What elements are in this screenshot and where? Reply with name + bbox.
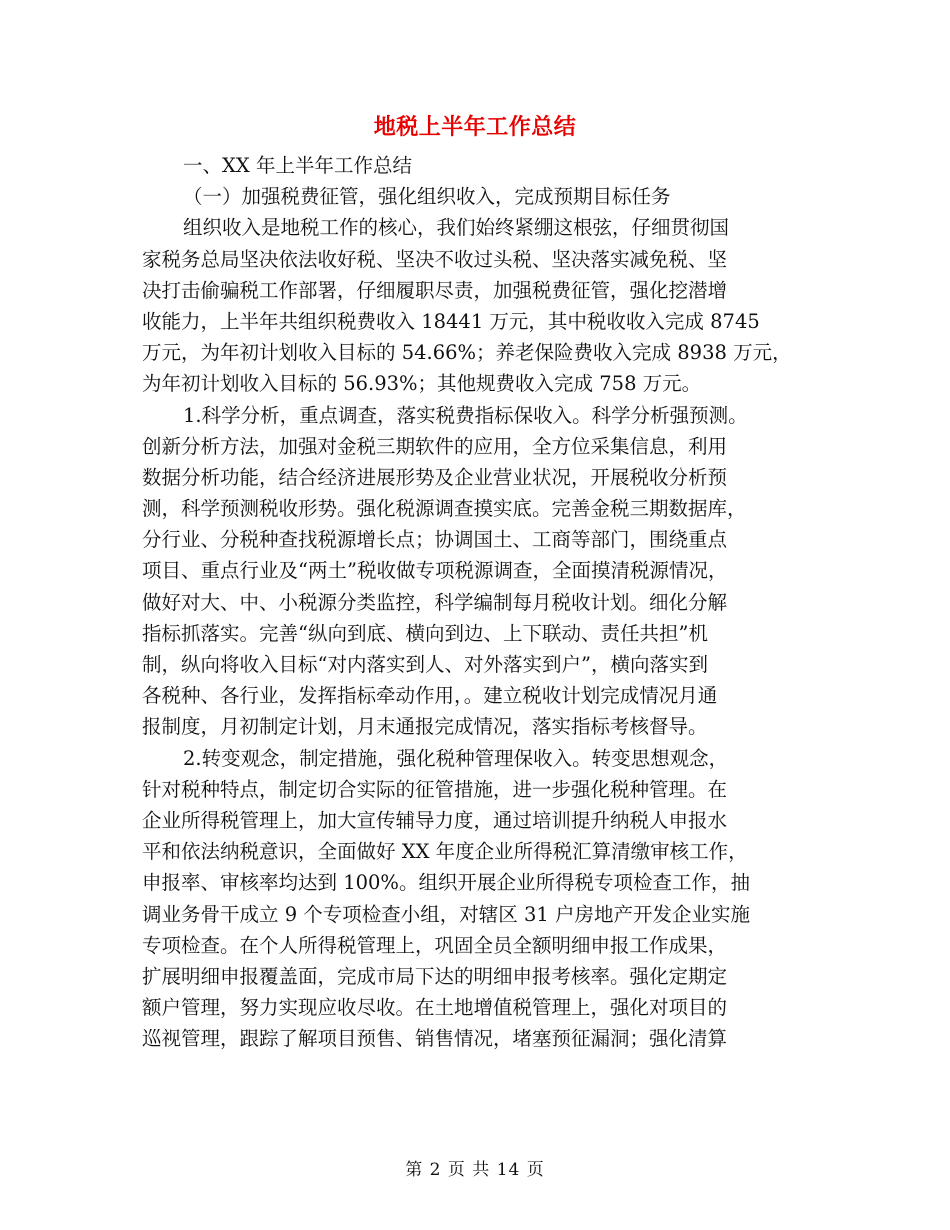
text-line: 1.科学分析，重点调查，落实税费指标保收入。科学分析强预测。 <box>183 403 748 427</box>
text-line: 测，科学预测税收形势。强化税源调查摸实底。完善金税三期数据库， <box>142 497 747 521</box>
text-line: 巡视管理，跟踪了解项目预售、销售情况，堵塞预征漏洞；强化清算 <box>142 1027 728 1051</box>
document-body <box>142 150 814 1054</box>
text-line: 做好对大、中、小税源分类监控，科学编制每月税收计划。细化分解 <box>142 590 728 614</box>
text-line: 扩展明细申报覆盖面，完成市局下达的明细申报考核率。强化定期定 <box>142 964 728 988</box>
text-line: 收能力，上半年共组织税费收入 18441 万元，其中税收收入完成 8745 <box>142 309 760 333</box>
text-line: 为年初计划收入目标的 56.93%；其他规费收入完成 758 万元。 <box>142 372 702 396</box>
text-line: 2.转变观念，制定措施，强化税种管理保收入。转变思想观念， <box>183 746 729 770</box>
text-line: 万元，为年初计划收入目标的 54.66%；养老保险费收入完成 8938 万元， <box>142 341 792 365</box>
text-line: 一、XX 年上半年工作总结 <box>183 154 412 177</box>
text-line: 决打击偷骗税工作部署，仔细履职尽责，加强税费征管，强化挖潜增 <box>142 278 728 302</box>
text-line: 平和依法纳税意识，全面做好 XX 年度企业所得税汇算清缴审核工作， <box>142 840 748 864</box>
text-line: 分行业、分税种查找税源增长点；协调国土、工商等部门，围绕重点 <box>142 528 728 552</box>
text-line: 组织收入是地税工作的核心，我们始终紧绷这根弦，仔细贯彻国 <box>183 216 730 240</box>
text-line: 家税务总局坚决依法收好税、坚决不收过头税、坚决落实减免税、坚 <box>142 247 728 271</box>
text-line: 项目、重点行业及“两土”税收做专项税源调查，全面摸清税源情况， <box>142 559 728 583</box>
text-line: 针对税种特点，制定切合实际的征管措施，进一步强化税种管理。在 <box>142 777 728 801</box>
text-line: 专项检查。在个人所得税管理上，巩固全员全额明细申报工作成果， <box>142 933 728 957</box>
text-line: 报制度，月初制定计划，月末通报完成情况，落实指标考核督导。 <box>142 715 708 739</box>
page-footer: 第 2 页 共 14 页 <box>405 1160 545 1180</box>
text-line: 创新分析方法，加强对金税三期软件的应用，全方位采集信息，利用 <box>142 434 728 458</box>
text-line: 额户管理，努力实现应收尽收。在土地增值税管理上，强化对项目的 <box>142 996 728 1020</box>
text-line: 各税种、各行业，发挥指标牵动作用，。建立税收计划完成情况月通 <box>142 684 718 708</box>
text-line: 企业所得税管理上，加大宣传辅导力度，通过培训提升纳税人申报水 <box>142 808 728 832</box>
text-line: 制，纵向将收入目标“对内落实到人、对外落实到户”，横向落实到 <box>142 653 708 676</box>
text-line: 调业务骨干成立 9 个专项检查小组，对辖区 31 户房地产开发企业实施 <box>142 902 751 926</box>
text-line: （一）加强税费征管，强化组织收入，完成预期目标任务 <box>183 185 671 209</box>
text-line: 指标抓落实。完善“纵向到底、横向到边、上下联动、责任共担”机 <box>142 621 708 645</box>
text-line: 数据分析功能，结合经济进展形势及企业营业状况，开展税收分析预 <box>142 465 728 489</box>
document-title: 地税上半年工作总结 <box>373 114 577 140</box>
text-line: 申报率、审核率均达到 100%。组织开展企业所得税专项检查工作，抽 <box>142 871 750 895</box>
